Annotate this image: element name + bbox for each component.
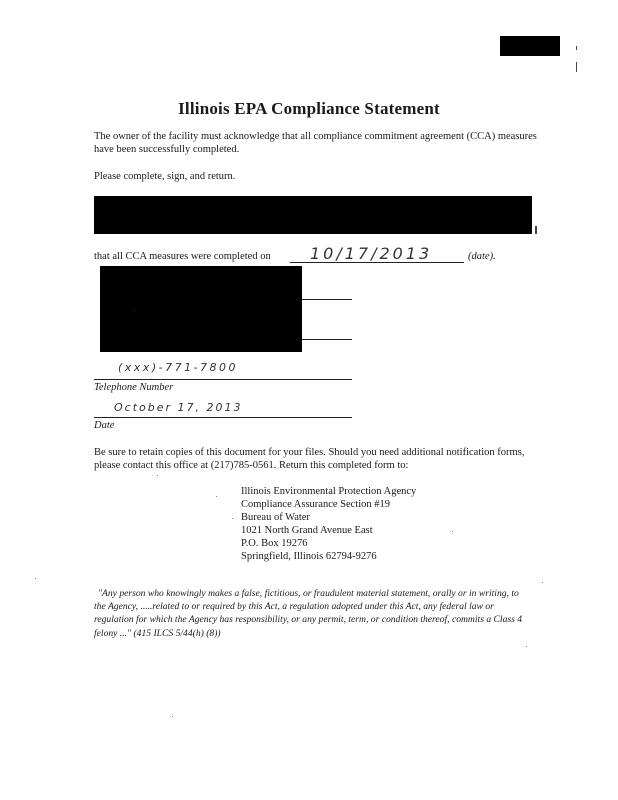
completion-statement-label: that all CCA measures were completed on	[94, 251, 271, 262]
scan-speck	[452, 531, 453, 532]
telephone-label: Telephone Number	[94, 382, 174, 393]
scan-speck	[542, 582, 543, 583]
redaction-signature-block	[100, 266, 302, 352]
margin-mark	[576, 46, 577, 50]
retain-copies-note: Be sure to retain copies of this document for your files. Should you need additional notification forms, please contact this office at (217)785-0561. Return this completed form to:	[94, 447, 525, 471]
address-line: Springfield, Illinois 62794-9276	[241, 551, 377, 562]
scan-speck	[157, 475, 158, 476]
scan-speck	[172, 716, 173, 717]
signature-date-value: October 17, 2013	[114, 401, 243, 414]
name-line	[302, 339, 352, 340]
address-line: 1021 North Grand Avenue East	[241, 525, 373, 536]
address-line: Illinois Environmental Protection Agency	[241, 486, 417, 497]
completion-date-value: 10/17/2013	[310, 244, 433, 263]
scan-speck	[232, 518, 233, 519]
return-address	[241, 485, 501, 563]
telephone-value: (xxx)-771-7800	[118, 361, 239, 374]
scan-speck	[216, 496, 217, 497]
redaction-top-right	[500, 36, 560, 56]
signature-line	[302, 299, 352, 300]
date-line	[94, 417, 352, 418]
telephone-line	[94, 379, 352, 380]
date-label: Date	[94, 420, 115, 431]
instruction-text: Please complete, sign, and return.	[94, 171, 236, 182]
address-line: Bureau of Water	[241, 512, 310, 523]
margin-mark	[535, 226, 537, 234]
intro-paragraph: The owner of the facility must acknowledge that all compliance commitment agreement (CCA) measures have been successfully completed.	[94, 131, 537, 155]
scan-speck	[526, 646, 527, 647]
address-line: Compliance Assurance Section #19	[241, 499, 391, 510]
address-line: P.O. Box 19276	[241, 538, 308, 549]
scan-speck	[134, 310, 135, 311]
margin-mark	[576, 62, 577, 72]
scan-speck	[35, 578, 36, 579]
legal-warning-quote: "Any person who knowingly makes a false, fictitious, or fraudulent material statement, orally or in writing, to the Agency, .....related to or required by this Act, a regulation adopted under this Act, any federal law or regulation for which the Agency has responsibility, or any permit, term, or condition thereof, commits a Class 4 felony ..." (415 ILCS 5/44(h) (8))	[94, 588, 523, 639]
redaction-owner-block	[94, 196, 532, 234]
completion-date-suffix: (date).	[468, 251, 496, 262]
page-title: Illinois EPA Compliance Statement	[178, 99, 440, 118]
